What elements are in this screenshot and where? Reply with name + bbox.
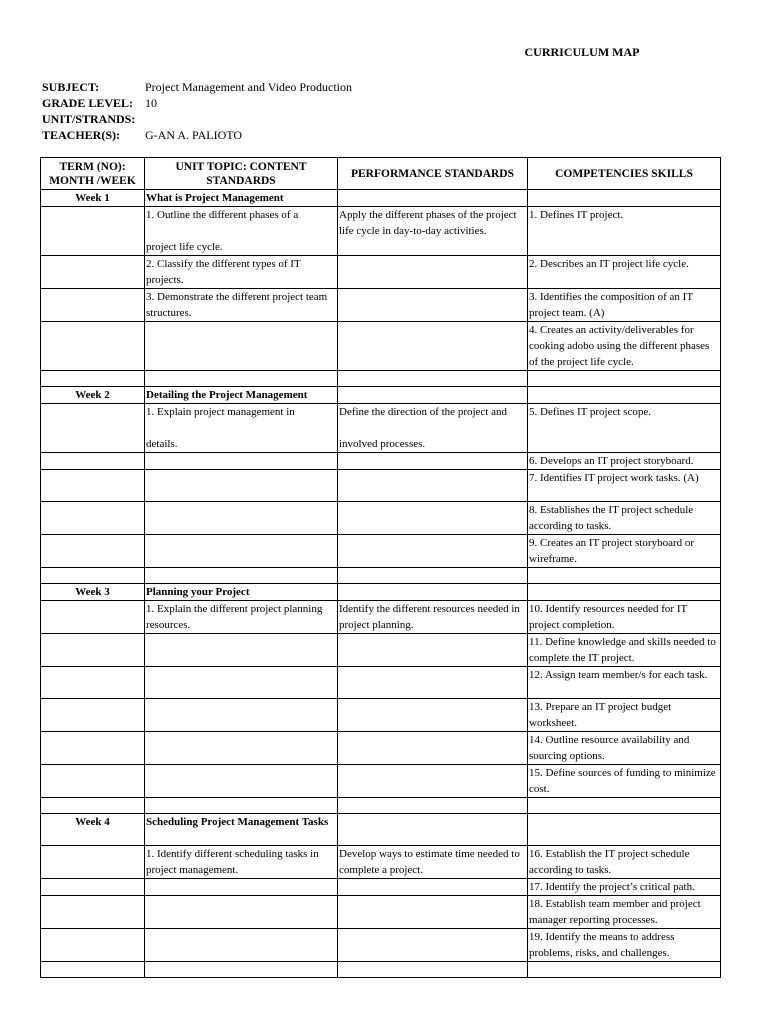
cell-term: [41, 634, 145, 667]
cell-term: [41, 371, 145, 387]
table-row: [41, 765, 721, 798]
cell-competency: 8. Establishes the IT project schedule according to tasks.: [528, 502, 721, 535]
spacer-row: [41, 962, 721, 978]
table-row: [41, 453, 721, 470]
cell-competency: [528, 568, 721, 584]
cell-performance: [338, 929, 528, 962]
cell-competency: 2. Describes an IT project life cycle.: [528, 256, 721, 289]
cell-unit-topic: 1. Explain the different project planning resources.: [145, 601, 338, 634]
cell-competency: [528, 387, 721, 404]
table-row: [41, 879, 721, 896]
cell-term: [41, 962, 145, 978]
table-row: [41, 404, 721, 453]
cell-competency: 7. Identifies IT project work tasks. (A): [528, 470, 721, 502]
cell-unit-topic: 2. Classify the different types of IT projects.: [145, 256, 338, 289]
cell-performance: [338, 896, 528, 929]
cell-performance: [338, 322, 528, 371]
meta-grade-level: [42, 96, 157, 111]
cell-unit-topic: 3. Demonstrate the different project team structures.: [145, 289, 338, 322]
cell-unit-topic: [145, 634, 338, 667]
table-row: [41, 601, 721, 634]
cell-unit-topic: [145, 929, 338, 962]
table-row: [41, 256, 721, 289]
cell-competency: [528, 962, 721, 978]
table-row: [41, 207, 721, 256]
cell-unit-topic: [145, 879, 338, 896]
cell-term: [41, 289, 145, 322]
cell-term: [41, 896, 145, 929]
cell-performance: [338, 699, 528, 732]
cell-unit-topic: Detailing the Project Management: [145, 387, 338, 404]
cell-term: [41, 256, 145, 289]
cell-unit-topic: 1. Explain project management in details.: [145, 404, 338, 453]
cell-competency: [528, 371, 721, 387]
table-row: [41, 289, 721, 322]
cell-unit-topic: [145, 502, 338, 535]
cell-performance: [338, 814, 528, 846]
cell-term: [41, 568, 145, 584]
cell-term: Week 4: [41, 814, 145, 846]
cell-unit-topic: Planning your Project: [145, 584, 338, 601]
cell-term: [41, 502, 145, 535]
cell-term: [41, 929, 145, 962]
cell-performance: [338, 584, 528, 601]
cell-competency: 15. Define sources of funding to minimize cost.: [528, 765, 721, 798]
cell-performance: [338, 634, 528, 667]
table-row: [41, 634, 721, 667]
table-row: [41, 535, 721, 568]
cell-performance: [338, 535, 528, 568]
cell-unit-topic: What is Project Management: [145, 190, 338, 207]
cell-competency: [528, 190, 721, 207]
cell-competency: 11. Define knowledge and skills needed to complete the IT project.: [528, 634, 721, 667]
cell-unit-topic: [145, 322, 338, 371]
meta-subject: [42, 80, 352, 95]
cell-unit-topic: [145, 962, 338, 978]
table-row: [41, 732, 721, 765]
cell-unit-topic: [145, 535, 338, 568]
cell-competency: 16. Establish the IT project schedule according to tasks.: [528, 846, 721, 879]
cell-term: [41, 879, 145, 896]
grade-level-value: 10: [145, 96, 157, 110]
cell-unit-topic: [145, 699, 338, 732]
curriculum-table: [40, 157, 721, 978]
topic-row: [41, 387, 721, 404]
cell-unit-topic: [145, 732, 338, 765]
cell-competency: 12. Assign team member/s for each task.: [528, 667, 721, 699]
document-title: CURRICULUM MAP: [524, 45, 640, 59]
cell-competency: [528, 814, 721, 846]
spacer-row: [41, 798, 721, 814]
topic-row: [41, 584, 721, 601]
table-row: [41, 322, 721, 371]
cell-performance: Apply the different phases of the project life cycle in day-to-day activities.: [338, 207, 528, 256]
cell-competency: 18. Establish team member and project manager reporting processes.: [528, 896, 721, 929]
table-row: [41, 667, 721, 699]
cell-unit-topic: [145, 798, 338, 814]
cell-performance: [338, 879, 528, 896]
cell-term: [41, 699, 145, 732]
header-competencies: COMPETENCIES SKILLS: [528, 158, 721, 190]
cell-competency: 3. Identifies the composition of an IT project team. (A): [528, 289, 721, 322]
cell-unit-topic: 1. Identify different scheduling tasks in project management.: [145, 846, 338, 879]
header-unit-topic: UNIT TOPIC: CONTENT STANDARDS: [145, 158, 338, 190]
cell-term: Week 2: [41, 387, 145, 404]
meta-unit-strands: [42, 112, 145, 127]
cell-unit-topic: [145, 470, 338, 502]
cell-term: [41, 322, 145, 371]
cell-performance: [338, 732, 528, 765]
cell-term: [41, 207, 145, 256]
cell-term: Week 3: [41, 584, 145, 601]
cell-performance: [338, 470, 528, 502]
cell-competency: 14. Outline resource availability and sourcing options.: [528, 732, 721, 765]
cell-performance: [338, 289, 528, 322]
table-header-row: [41, 158, 721, 190]
table-row: [41, 846, 721, 879]
cell-competency: [528, 798, 721, 814]
spacer-row: [41, 568, 721, 584]
topic-row: [41, 814, 721, 846]
cell-performance: [338, 667, 528, 699]
cell-performance: Develop ways to estimate time needed to complete a project.: [338, 846, 528, 879]
cell-performance: [338, 387, 528, 404]
cell-competency: 6. Develops an IT project storyboard.: [528, 453, 721, 470]
cell-term: [41, 798, 145, 814]
cell-performance: [338, 190, 528, 207]
cell-competency: 17. Identify the project’s critical path.: [528, 879, 721, 896]
cell-unit-topic: Scheduling Project Management Tasks: [145, 814, 338, 846]
cell-competency: 5. Defines IT project scope.: [528, 404, 721, 453]
unit-strands-label: UNIT/STRANDS:: [42, 112, 136, 126]
teacher-label: TEACHER(S):: [42, 128, 121, 142]
cell-term: Week 1: [41, 190, 145, 207]
cell-unit-topic: [145, 568, 338, 584]
topic-row: [41, 190, 721, 207]
cell-unit-topic: [145, 667, 338, 699]
spacer-row: [41, 371, 721, 387]
cell-performance: Identify the different resources needed in project planning.: [338, 601, 528, 634]
cell-unit-topic: 1. Outline the different phases of a project life cycle.: [145, 207, 338, 256]
table-row: [41, 896, 721, 929]
cell-performance: [338, 962, 528, 978]
cell-performance: [338, 798, 528, 814]
cell-performance: [338, 256, 528, 289]
header-performance-standards: PERFORMANCE STANDARDS: [338, 158, 528, 190]
cell-term: [41, 453, 145, 470]
cell-competency: [528, 584, 721, 601]
cell-term: [41, 846, 145, 879]
cell-unit-topic: [145, 896, 338, 929]
cell-performance: [338, 765, 528, 798]
cell-competency: 19. Identify the means to address problems, risks, and challenges.: [528, 929, 721, 962]
cell-term: [41, 667, 145, 699]
cell-competency: 13. Prepare an IT project budget worksheet.: [528, 699, 721, 732]
table-row: [41, 470, 721, 502]
header-term: TERM (NO): MONTH /WEEK: [41, 158, 145, 190]
cell-term: [41, 470, 145, 502]
cell-term: [41, 732, 145, 765]
cell-performance: [338, 502, 528, 535]
cell-term: [41, 601, 145, 634]
cell-term: [41, 404, 145, 453]
cell-unit-topic: [145, 371, 338, 387]
teacher-value: G-AN A. PALIOTO: [145, 128, 243, 142]
table-row: [41, 929, 721, 962]
cell-competency: 9. Creates an IT project storyboard or wireframe.: [528, 535, 721, 568]
cell-competency: 1. Defines IT project.: [528, 207, 721, 256]
table-body: [41, 190, 721, 978]
grade-level-label: GRADE LEVEL:: [42, 96, 134, 110]
table-row: [41, 502, 721, 535]
cell-competency: 4. Creates an activity/deliverables for cooking adobo using the different phases of the project life cycle.: [528, 322, 721, 371]
cell-term: [41, 535, 145, 568]
cell-unit-topic: [145, 453, 338, 470]
subject-value: Project Management and Video Production: [145, 80, 353, 94]
cell-performance: [338, 568, 528, 584]
table-row: [41, 699, 721, 732]
meta-teacher: [42, 128, 242, 143]
cell-performance: [338, 453, 528, 470]
cell-performance: Define the direction of the project and involved processes.: [338, 404, 528, 453]
cell-performance: [338, 371, 528, 387]
cell-term: [41, 765, 145, 798]
subject-label: SUBJECT:: [42, 80, 100, 94]
cell-unit-topic: [145, 765, 338, 798]
cell-competency: 10. Identify resources needed for IT project completion.: [528, 601, 721, 634]
